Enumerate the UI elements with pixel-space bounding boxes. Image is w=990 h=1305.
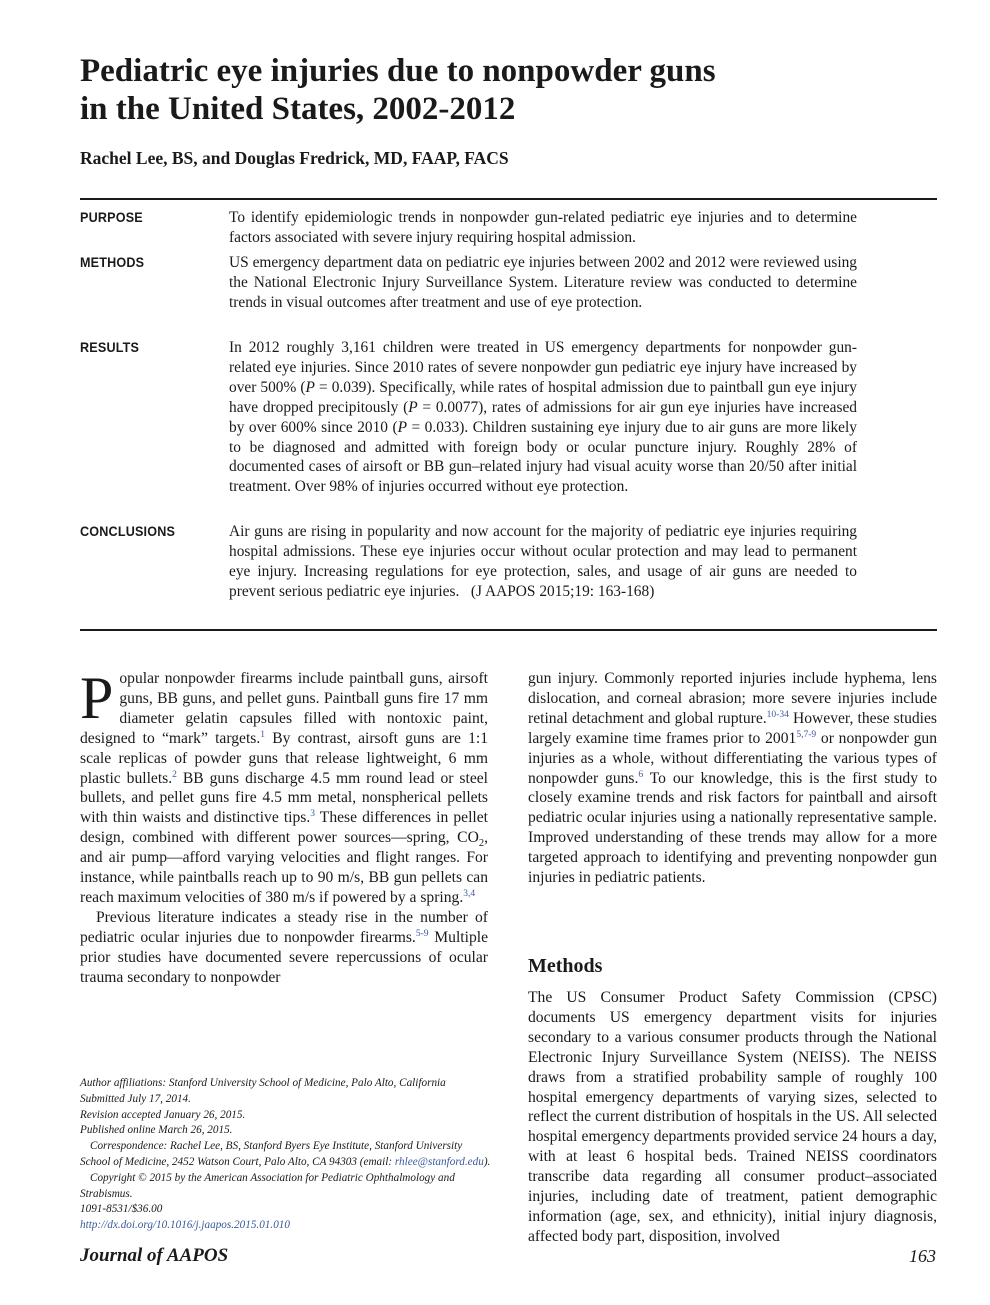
results-text: In 2012 roughly 3,161 children were treated in US emergency departments for nonpowder gun-related eye injuries. Since 2010 rates of severe nonpowder gun pediatric eye injury have increased by over 500% (P = 0.039). Specifically, while rates of hospital admission due to paintball gun eye injury have dropped precipitously (P = 0.0077), rates of admissions for air gun eye injuries have increased by over 600% since 2010 (P = 0.033). Children sustaining eye injury due to air guns are more likely to be diagnosed and admitted with foreign body or ocular puncture injury. Roughly 28% of documented cases of airsoft or BB gun–related injury had visual acuity worse than 20/50 after initial treatment. Over 98% of injuries occurred without eye protection. [229, 339, 857, 496]
citation-ref[interactable]: 2 [172, 769, 177, 780]
published-date: Published online March 26, 2015. [80, 1124, 233, 1137]
title-line-2: in the United States, 2002-2012 [80, 91, 516, 127]
citation-ref[interactable]: 5,7-9 [796, 729, 817, 740]
submitted-date: Submitted July 17, 2014. [80, 1092, 191, 1105]
citation-ref[interactable]: 5-9 [415, 928, 429, 939]
email-link[interactable]: rhlee@stanford.edu [394, 1155, 484, 1168]
methods-label: METHODS [80, 254, 145, 270]
drop-cap: P [80, 665, 114, 731]
intro-paragraph-2: Previous literature indicates a steady rise in the number of pediatric ocular injuries due to nonpowder firearms.$^{5-9}$ Multiple prior studies have documented severe repercussions of ocular trauma secondary to nonpowder [80, 908, 489, 986]
intro-paragraph-1: Popular nonpowder firearms include paintball guns, airsoft guns, BB guns, and pellet guns. Paintball guns fire 17 mm diameter gelatin capsules filled with nontoxic paint, designed to “mark” targets.$^1$ By contrast, airsoft guns are 1:1 scale replicas of powder guns that release lightweight, 6 mm plastic bullets.$^2$ BB guns discharge 4.5 mm round lead or steel bullets, and pellet guns fire 4.5 mm metal, nonspherical pellets with thin waists and distinctive tips.$^3$ These differences in pellet design, combined with different power sources—spring, $CO_2$, and air pump—afford varying velocities and flight ranges. For instance, while paintballs reach up to 90 m/s, BB gun pellets can reach maximum velocities of 380 m/s if powered by a spring.$^{3,4}$ [80, 665, 488, 906]
page-number: 163 [909, 1246, 936, 1266]
conclusions-label: CONCLUSIONS [80, 523, 176, 539]
methods-heading: Methods [528, 955, 603, 977]
citation: (J AAPOS 2015;19: 163-168) [470, 582, 655, 600]
methods-text: US emergency department data on pediatric eye injuries between 2002 and 2012 were reviewed using the National Electronic Injury Surveillance System. Literature review was conducted to determine trends in visual outcomes after treatment and use of eye protection. [229, 254, 857, 311]
author-affiliations [80, 1076, 492, 1234]
title-line-1: Pediatric eye injuries due to nonpowder guns [80, 53, 716, 89]
body-right-column [528, 669, 937, 888]
citation-ref[interactable]: 3 [310, 809, 315, 820]
methods-paragraph: The US Consumer Product Safety Commission (CPSC) documents US emergency department visits for injuries secondary to a various consumer products through the National Electronic Injury Surveillance System (NEISS). The NEISS draws from a stratified probability sample of roughly 100 hospital emergency departments of varying sizes, selected to reflect the current distribution of hospitals in the US. All selected hospital emergency departments provided service 24 hours a day, with at least 6 hospital beds. Trained NEISS coordinators transcribe data regarding all consumer product–associated injuries, including date of treatment, patient demographic information (age, sex, and ethnicity), initial injury diagnosis, affected body part, disposition, involved [528, 989, 937, 1245]
citation-ref[interactable]: 1 [260, 729, 266, 740]
article-title [80, 52, 920, 128]
methods-column [528, 988, 937, 1247]
intro-paragraph-3: gun injury. Commonly reported injuries include hyphema, lens dislocation, and corneal abrasion; more severe injuries include retinal detachment and global rupture.$^{10-34}$ However, these studies largely examine time frames prior to 2001$^{5,7-9}$ or nonpowder gun injuries as a whole, without differentiating the various types of nonpowder guns.$^6$ To our knowledge, this is the first study to closely examine trends and risk factors for paintball and airsoft pediatric ocular injuries using a nationally representative sample. Improved understanding of these trends may allow for a more targeted approach to identifying and preventing nonpowder gun injuries in pediatric patients. [528, 670, 938, 887]
citation-ref[interactable]: 10-34 [766, 709, 789, 720]
abstract-bottom-rule [80, 629, 937, 631]
doi-link[interactable]: http://dx.doi.org/10.1016/j.jaapos.2015.01.010 [80, 1219, 290, 1232]
conclusions-text: Air guns are rising in popularity and now account for the majority of pediatric eye injuries requiring hospital admissions. These eye injuries occur without ocular protection and may lead to permanent eye injury. Increasing regulations for eye protection, sales, and usage of air guns are needed to prevent serious pediatric eye injuries. (J AAPOS 2015;19: 163-168) [229, 523, 857, 600]
purpose-label: PURPOSE [80, 209, 143, 225]
author-list: Rachel Lee, BS, and Douglas Fredrick, MD, FAAP, FACS [80, 148, 509, 168]
results-label: RESULTS [80, 339, 140, 355]
citation-ref[interactable]: 3,4 [463, 888, 476, 899]
affiliation-line: Author affiliations: Stanford University School of Medicine, Palo Alto, California [80, 1077, 446, 1089]
body-left-column [80, 665, 489, 988]
journal-name: Journal of AAPOS [80, 1245, 229, 1266]
correspondence: Correspondence: Rachel Lee, BS, Stanford Byers Eye Institute, Stanford University School of Medicine, 2452 Watson Court, Palo Alto, CA 94303 (email: rhlee@stanford.edu). [80, 1140, 491, 1168]
purpose-text: To identify epidemiologic trends in nonpowder gun-related pediatric eye injuries and to determine factors associated with severe injury requiring hospital admission. [229, 209, 857, 246]
citation-ref[interactable]: 6 [638, 769, 644, 780]
revision-date: Revision accepted January 26, 2015. [80, 1108, 246, 1121]
abstract-top-rule [80, 198, 937, 200]
issn: 1091-8531/$36.00 [80, 1203, 163, 1216]
copyright: Copyright © 2015 by the American Association for Pediatric Ophthalmology and Strabismus. [80, 1171, 455, 1200]
